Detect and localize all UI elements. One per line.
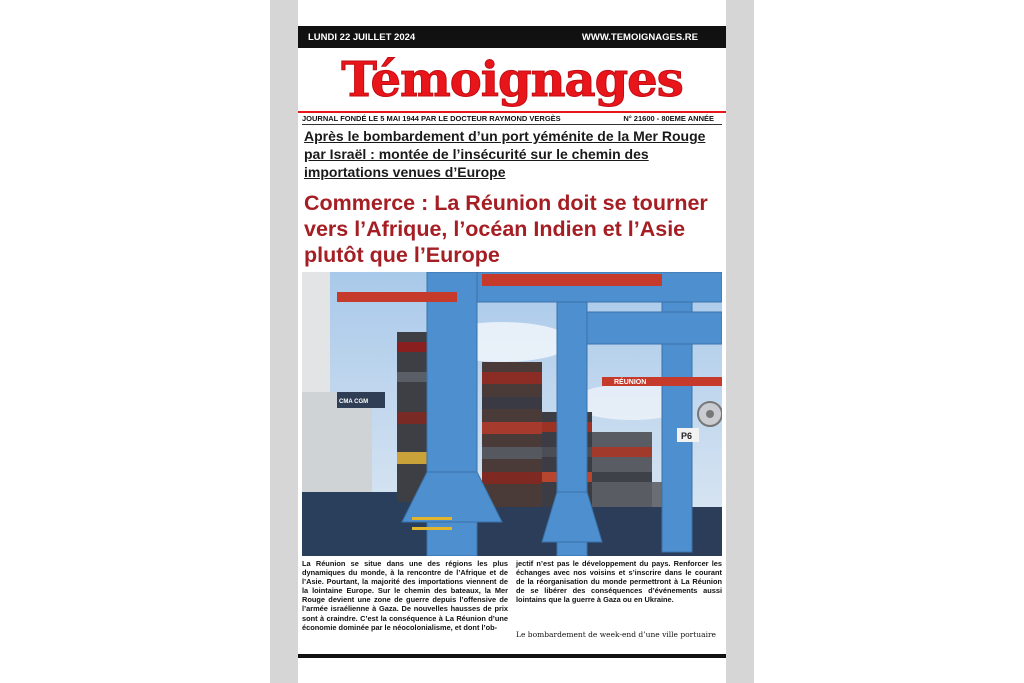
issue-date: LUNDI 22 JUILLET 2024 (308, 32, 416, 43)
left-gray-band (270, 0, 298, 683)
photo-caption: Le bombardement de week-end d’une ville portuaire (516, 630, 716, 639)
article-column-2: jectif n’est pas le développement du pays. Renforcer les échanges avec nos voisins et s’inscrire dans le courant de la réorganisation du monde permettront à La Réunion de se libérer des conséquences d’événements aussi lointains que la guerre à Gaza ou en Ukraine. (516, 559, 722, 605)
issue-number: N° 21600 - 80EME ANNÉE (623, 114, 714, 123)
article-body (302, 559, 722, 651)
masthead-black-rule (302, 124, 722, 125)
website-link[interactable]: WWW.TEMOIGNAGES.RE (581, 32, 698, 43)
crane-label: RÉUNION (614, 379, 647, 386)
masthead (298, 50, 726, 110)
top-info-bar (298, 26, 726, 48)
masthead-red-rule (298, 111, 726, 113)
newspaper-front-page (298, 0, 726, 683)
container-label: CMA CGM (339, 399, 369, 405)
port-cranes-illustration (302, 272, 722, 556)
bottom-bar (298, 654, 726, 658)
main-headline[interactable]: Commerce : La Réunion doit se tourner vers l’Afrique, l’océan Indien et l’Asie plutôt que l’Europe (304, 191, 708, 267)
port-photo (302, 272, 722, 556)
crane-number: P6 (681, 431, 693, 441)
kicker-headline[interactable]: Après le bombardement d’un port yéménite de la Mer Rouge par Israël : montée de l’insécurité sur le chemin des importations venues d’Europe (304, 128, 706, 180)
right-gray-band (726, 0, 754, 683)
article-column-1: La Réunion se situe dans une des régions les plus dynamiques du monde, à la rencontre de l’Afrique et de l’Asie. Pourtant, la majorité des importations viennent de la lointaine Europe. Sur le chemin des bateaux, la Mer Rouge devient une zone de guerre depuis l’offensive de l’armée israélienne à Gaza. De nouvelles hausses de prix sont à craindre. C’est la conséquence à La Réunion d’une économie dominée par le néocolonialisme, et dont l’ob- (302, 559, 508, 632)
founded-line: JOURNAL FONDÉ LE 5 MAI 1944 PAR LE DOCTEUR RAYMOND VERGÈS (302, 114, 561, 123)
newspaper-logo: Témoignages (341, 52, 683, 108)
